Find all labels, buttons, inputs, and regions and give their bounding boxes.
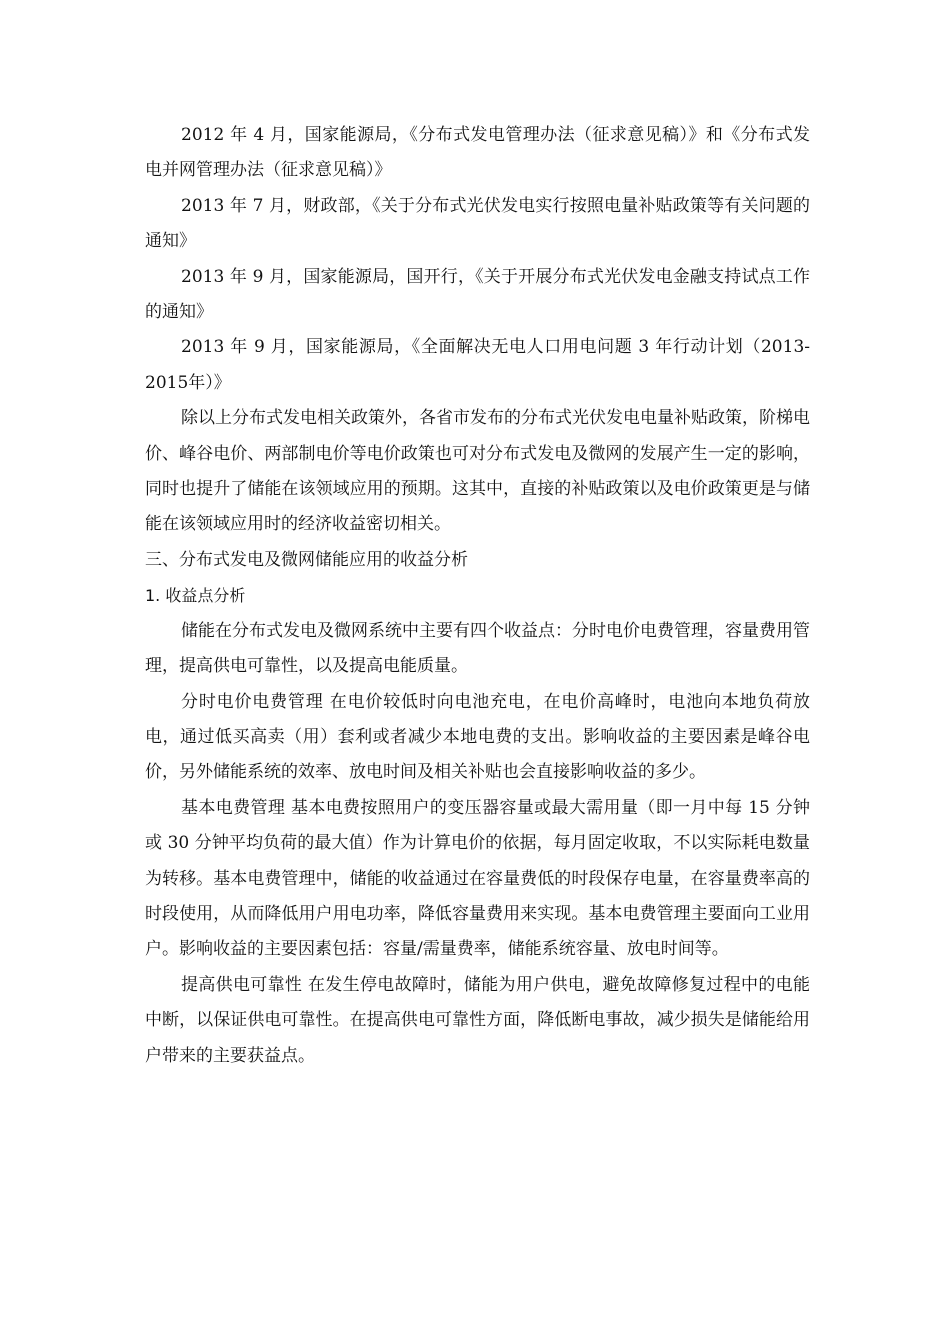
- body-paragraph: 分时电价电费管理 在电价较低时向电池充电，在电价高峰时，电池向本地负荷放电，通过低买高卖（用）套利或者减少本地电费的支出。影响收益的主要因素是峰谷电价，另外储能系统的效率、放电时间及相关补贴也会直接影响收益的多少。: [145, 691, 810, 783]
- policy-summary-paragraph: 除以上分布式发电相关政策外，各省市发布的分布式光伏发电电量补贴政策，阶梯电价、峰谷电价、两部制电价等电价政策也可对分布式发电及微网的发展产生一定的影响，同时也提升了储能在该领域应用的预期。这其中，直接的补贴政策以及电价政策更是与储能在该领域应用时的经济收益密切相关。: [145, 408, 810, 535]
- body-paragraph: 基本电费管理 基本电费按照用户的变压器容量或最大需用量（即一月中每 15 分钟或 30 分钟平均负荷的最大值）作为计算电价的依据，每月固定收取，不以实际耗电数量为转移。基本电费管理中，储能的收益通过在容量费低的时段保存电量，在容量费率高的时段使用，从而降低用户用电功率，降低容量费用来实现。基本电费管理主要面向工业用户。影响收益的主要因素包括：容量/需量费率，储能系统容量、放电时间等。: [145, 797, 810, 960]
- body-paragraph: 储能在分布式发电及微网系统中主要有四个收益点：分时电价电费管理，容量费用管理，提高供电可靠性，以及提高电能质量。: [145, 620, 810, 677]
- subsection-heading: 1. 收益点分析: [145, 586, 246, 606]
- document-page: [145, 118, 810, 1074]
- policy-paragraph: 2013 年 9 月，国家能源局，《全面解决无电人口用电问题 3 年行动计划（2013-2015年）》: [145, 337, 810, 393]
- section-heading: 三、分布式发电及微网储能应用的收益分析: [145, 549, 468, 570]
- policy-paragraph: 2013 年 9 月，国家能源局，国开行，《关于开展分布式光伏发电金融支持试点工作的通知》: [145, 266, 810, 323]
- policy-paragraph: 2013 年 7 月，财政部，《关于分布式光伏发电实行按照电量补贴政策等有关问题的通知》: [145, 195, 810, 252]
- body-paragraph: 提高供电可靠性 在发生停电故障时，储能为用户供电，避免故障修复过程中的电能中断，以保证供电可靠性。在提高供电可靠性方面，降低断电事故，减少损失是储能给用户带来的主要获益点。: [145, 974, 810, 1066]
- policy-paragraph: 2012 年 4 月，国家能源局，《分布式发电管理办法（征求意见稿）》和《分布式发电并网管理办法（征求意见稿）》: [145, 125, 810, 181]
